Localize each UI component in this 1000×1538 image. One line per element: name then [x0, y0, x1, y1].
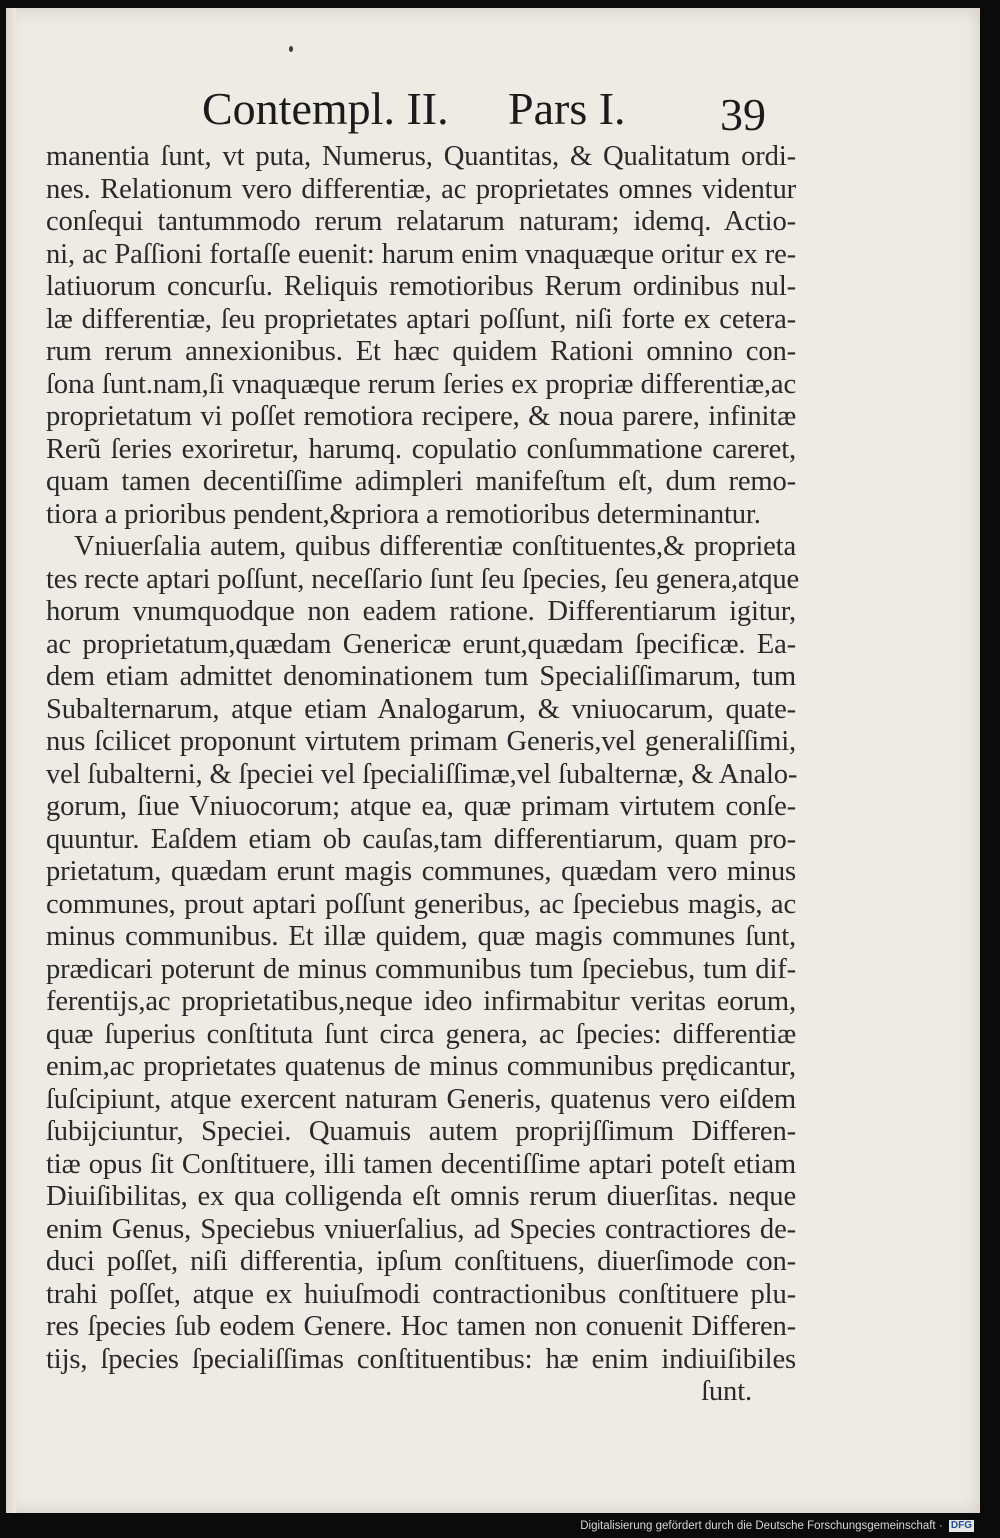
- text-line: Rerũ ſeries exoriretur, harumq. copulatio conſummatione careret,: [46, 433, 796, 465]
- text-line: proprietatum vi poſſet remotiora recipere, & noua parere, infinitæ: [46, 401, 796, 432]
- page-gutter-shadow: [6, 8, 16, 1513]
- ink-speck: [289, 46, 293, 52]
- text-line: tijs, ſpecies ſpecialiſſimas conſtituentibus: hæ enim indiuiſibiles: [46, 1343, 796, 1375]
- text-line: quuntur. Eaſdem etiam ob cauſas,tam differentiarum, quam pro-: [46, 823, 796, 855]
- text-line: ac proprietatum,quædam Genericæ erunt,quædam ſpecificæ. Ea-: [46, 628, 796, 660]
- separator: ·: [938, 1520, 943, 1532]
- text-line: dem etiam admittet denominationem tum Specialiſſimarum, tum: [46, 661, 796, 692]
- text-line: prædicari poterunt de minus communibus tum ſpeciebus, tum dif-: [46, 953, 796, 985]
- text-line: ſubijciuntur, Speciei. Quamuis autem proprijſſimum Differen-: [46, 1116, 796, 1147]
- page-number: 39: [720, 89, 766, 140]
- text-line: Diuiſibilitas, ex qua colligenda eſt omnis rerum diuerſitas. neque: [46, 1181, 796, 1212]
- text-line: enim Genus, Speciebus vniuerſalius, ad Species contractiores de-: [46, 1213, 796, 1245]
- running-head-contempl: Contempl. II.: [202, 83, 449, 134]
- text-line: horum vnumquodque non eadem ratione. Differentiarum igitur,: [46, 596, 796, 627]
- text-line: minus communibus. Et illæ quidem, quæ magis communes ſunt,: [46, 921, 796, 952]
- digitization-credit-text: Digitalisierung gefördert durch die Deutsche Forschungsgemeinschaft: [580, 1520, 936, 1532]
- running-head-pars: Pars I.: [508, 83, 626, 134]
- text-line: Vniuerſalia autem, quibus differentiæ conſtituentes,& proprieta: [74, 531, 796, 562]
- text-line: læ differentiæ, ſeu proprietates aptari poſſunt, niſi forte ex cetera-: [46, 303, 796, 335]
- text-line: ſona ſunt.nam,ſi vnaquæque rerum ſeries ex propriæ differentiæ,ac: [46, 368, 796, 400]
- text-line: latiuorum concurſu. Reliquis remotioribus Rerum ordinibus nul-: [46, 271, 796, 302]
- text-line: communes, prout aptari poſſunt generibus, ac ſpeciebus magis, ac: [46, 888, 796, 920]
- text-line: trahi poſſet, atque ex huiuſmodi contractionibus conſtituere plu-: [46, 1278, 796, 1310]
- text-line: conſequi tantummodo rerum relatarum naturam; idemq. Actio-: [46, 206, 796, 237]
- text-line: manentia ſunt, vt puta, Numerus, Quantitas, & Qualitatum ordi-: [46, 141, 796, 172]
- text-line: ni, ac Paſſioni fortaſſe euenit: harum enim vnaquæque oritur ex re-: [46, 238, 796, 270]
- text-line: tiora a prioribus pendent,&priora a remotioribus determinantur.: [46, 498, 761, 530]
- text-line: vel ſubalterni, & ſpeciei vel ſpecialiſſimæ,vel ſubalternæ, & Analo-: [46, 758, 798, 790]
- body-text: [46, 141, 800, 1409]
- text-line: res ſpecies ſub eodem Genere. Hoc tamen non conuenit Differen-: [46, 1311, 796, 1342]
- text-line: quæ ſuperius conſtituta ſunt circa genera, ac ſpecies: differentiæ: [46, 1018, 796, 1050]
- text-line: quam tamen decentiſſime adimpleri manifeſtum eſt, dum remo-: [46, 466, 796, 497]
- text-line: enim,ac proprietates quatenus de minus communibus prędicantur,: [46, 1051, 796, 1082]
- dfg-logo: DFG: [950, 1519, 972, 1531]
- text-line: duci poſſet, niſi differentia, ipſum conſtituens, diuerſimode con-: [46, 1246, 796, 1277]
- digitization-credit: [580, 1520, 974, 1532]
- text-line: nus ſcilicet proponunt virtutem primam Generis,vel generaliſſimi,: [46, 726, 796, 757]
- text-line: gorum, ſiue Vniuocorum; atque ea, quæ primam virtutem conſe-: [46, 791, 796, 822]
- text-line: prietatum, quædam erunt magis communes, quædam vero minus: [46, 856, 796, 887]
- text-line: tes recte aptari poſſunt, neceſſario ſunt ſeu ſpecies, ſeu genera,atque: [46, 563, 800, 595]
- text-line: Subalternarum, atque etiam Analogarum, & vniuocarum, quate-: [46, 693, 796, 725]
- text-line: rum rerum annexionibus. Et hæc quidem Rationi omnino con-: [46, 336, 796, 367]
- text-line: nes. Relationum vero differentiæ, ac proprietates omnes videntur: [46, 173, 796, 205]
- book-page: [6, 8, 980, 1513]
- text-line: ſuſcipiunt, atque exercent naturam Generis, quatenus vero eiſdem: [46, 1083, 796, 1115]
- running-head: [202, 82, 802, 142]
- text-line: ferentijs,ac proprietatibus,neque ideo infirmabitur veritas eorum,: [46, 986, 796, 1017]
- text-line: tiæ opus ſit Conſtituere, illi tamen decentiſſime aptari poteſt etiam: [46, 1148, 796, 1180]
- catchword: ſunt.: [701, 1376, 752, 1407]
